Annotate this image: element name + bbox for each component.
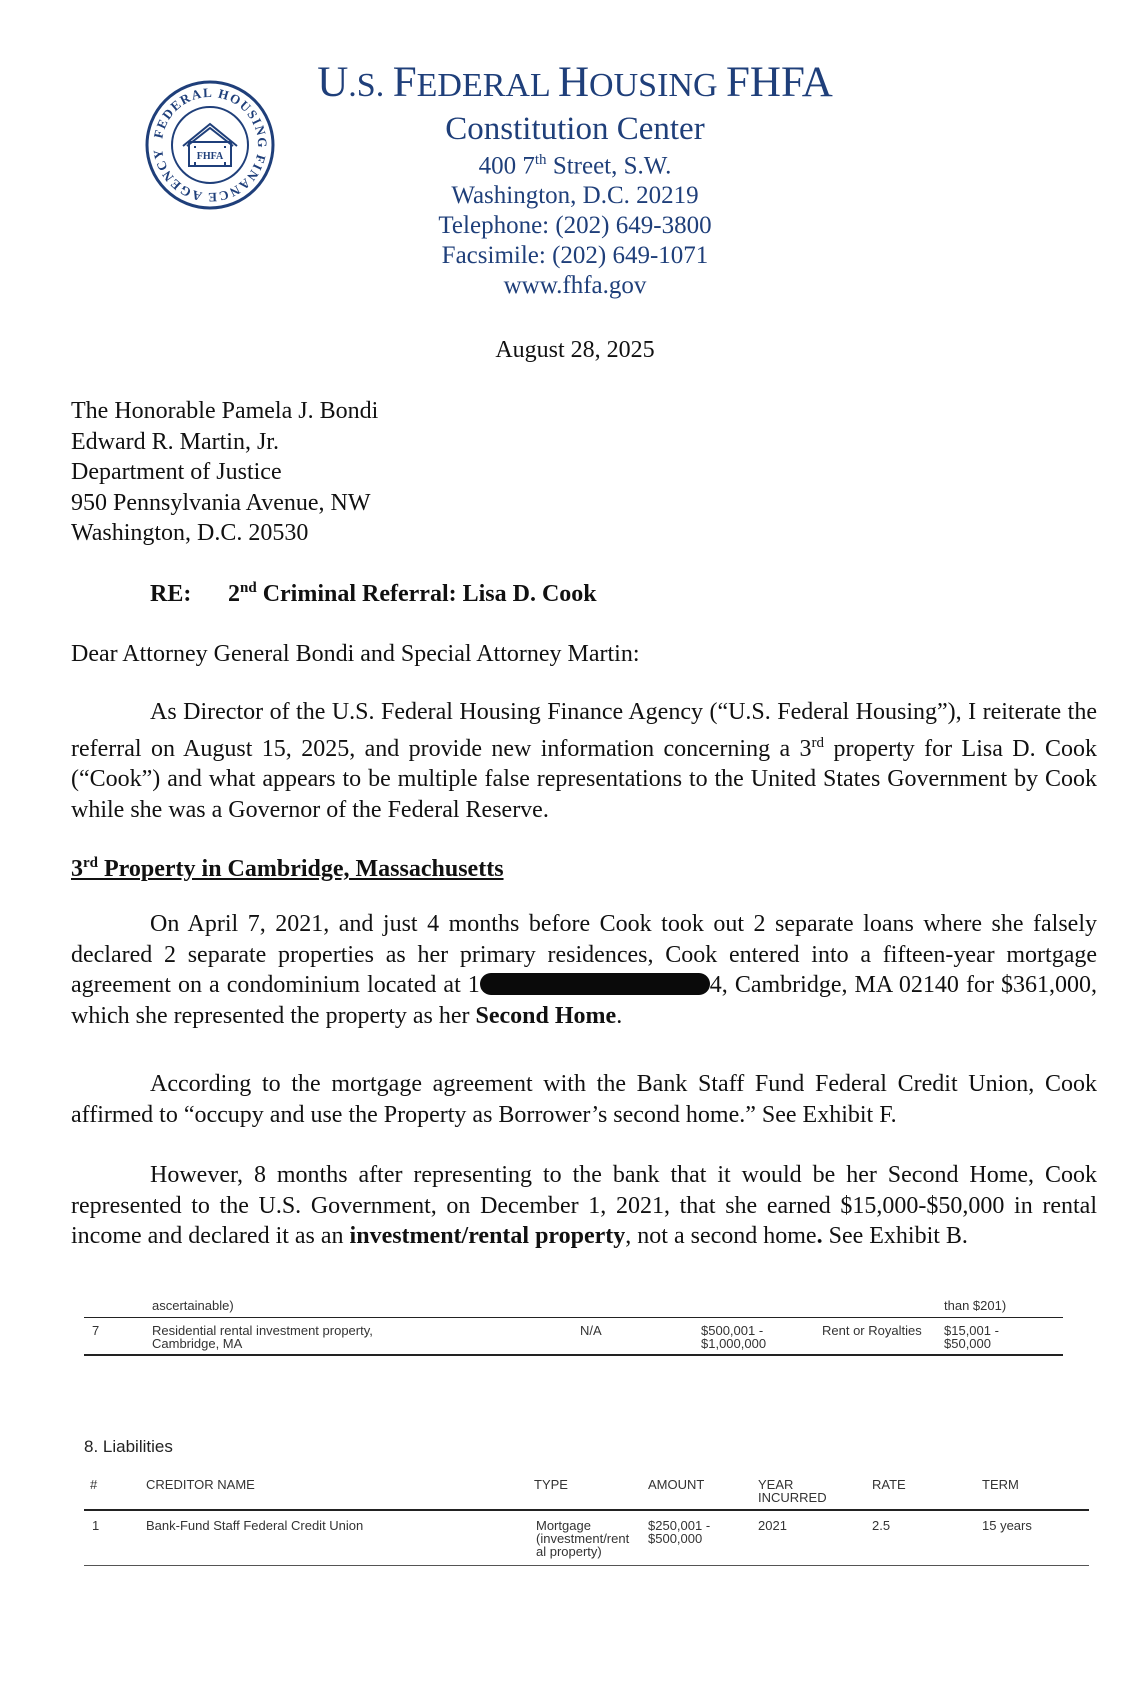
paragraph-3: According to the mortgage agreement with the Bank Staff Fund Federal Credit Union, Cook affirmed to “occupy and use the Property as Borrower’s second home.” See Exhibit F. bbox=[71, 1071, 1097, 1128]
asset-income-type: Rent or Royalties bbox=[822, 1323, 922, 1338]
partial-cell-left: ascertainable) bbox=[152, 1298, 234, 1313]
asset-value: $500,001 - $1,000,000 bbox=[701, 1323, 767, 1351]
seal-center-text: FHFA bbox=[196, 151, 224, 162]
header-amount: AMOUNT bbox=[648, 1477, 705, 1492]
seal-ring-text: FEDERAL HOUSING FINANCE AGENCY bbox=[149, 84, 271, 206]
agency-name: U.S. FEDERAL HOUSING FHFA bbox=[317, 59, 833, 106]
recipient-address bbox=[71, 396, 378, 549]
header-creditor: CREDITOR NAME bbox=[146, 1477, 255, 1492]
liability-amount: $250,001 - $500,000 bbox=[648, 1518, 711, 1546]
header-num: # bbox=[90, 1477, 98, 1492]
liability-creditor: Bank-Fund Staff Federal Credit Union bbox=[146, 1518, 364, 1533]
liability-year: 2021 bbox=[758, 1518, 787, 1533]
re-line: RE: 2nd Criminal Referral: Lisa D. Cook bbox=[150, 580, 597, 607]
header-rate: RATE bbox=[872, 1477, 906, 1492]
facsimile: Facsimile: (202) 649-1071 bbox=[441, 242, 709, 269]
street-address: 400 7th Street, S.W. bbox=[478, 152, 672, 180]
asset-income-amount: $15,001 - $50,000 bbox=[944, 1323, 999, 1351]
building-name: Constitution Center bbox=[445, 111, 705, 147]
liabilities-title: 8. Liabilities bbox=[84, 1437, 173, 1456]
liability-term: 15 years bbox=[982, 1518, 1032, 1533]
paragraph-4: However, 8 months after representing to the bank that it would be her Second Home, Cook represented to the U.S. Government, on December 1, 2021, that she earned $15,000-$50,000 in rental income and declared it as an investment/rental property, not a second home. See Exhibit B. bbox=[71, 1162, 1097, 1249]
asset-description: Residential rental investment property, Cambridge, MA bbox=[152, 1323, 373, 1351]
liability-rate: 2.5 bbox=[872, 1518, 891, 1533]
paragraph-2: On April 7, 2021, and just 4 months before Cook took out 2 separate loans where she falsely declared 2 separate properties as her primary residences, Cook entered into a fifteen-year mortgage agreement on a condominium located at 1 4, Cambridge, MA 02140 for $361,000, which she represented the property as her Second Home. bbox=[71, 911, 1097, 1029]
recipient-line: The Honorable Pamela J. Bondi bbox=[71, 398, 379, 424]
recipient-line: Department of Justice bbox=[71, 459, 282, 485]
section-heading: 3rd Property in Cambridge, Massachusetts bbox=[71, 855, 504, 882]
asset-na: N/A bbox=[580, 1323, 602, 1338]
website-link[interactable]: www.fhfa.gov bbox=[503, 272, 647, 299]
liability-row-number: 1 bbox=[92, 1518, 100, 1533]
recipient-line: Edward R. Martin, Jr. bbox=[71, 428, 279, 455]
recipient-line: 950 Pennsylvania Avenue, NW bbox=[71, 489, 371, 516]
partial-cell-right: than $201) bbox=[944, 1298, 1007, 1313]
redaction-mark bbox=[480, 973, 710, 995]
header-type: TYPE bbox=[534, 1477, 568, 1492]
liability-type: Mortgage (investment/rent al property) bbox=[536, 1518, 630, 1559]
salutation: Dear Attorney General Bondi and Special Attorney Martin: bbox=[71, 641, 640, 667]
paragraph-1: As Director of the U.S. Federal Housing Finance Agency (“U.S. Federal Housing”), I reiterate the referral on August 15, 2025, and provide new information concerning a 3rd property for Lisa D. Cook (“Cook”) and what appears to be multiple false representations to the United States Government by Cook while she was a Governor of the Federal Reserve. bbox=[71, 699, 1097, 823]
header-term: TERM bbox=[982, 1477, 1019, 1492]
asset-row-number: 7 bbox=[92, 1323, 100, 1338]
recipient-line: Washington, D.C. 20530 bbox=[71, 520, 309, 546]
header-year: YEAR INCURRED bbox=[758, 1477, 827, 1505]
telephone: Telephone: (202) 649-3800 bbox=[438, 212, 712, 239]
city-line: Washington, D.C. 20219 bbox=[451, 182, 699, 209]
letter-date: August 28, 2025 bbox=[495, 337, 655, 363]
